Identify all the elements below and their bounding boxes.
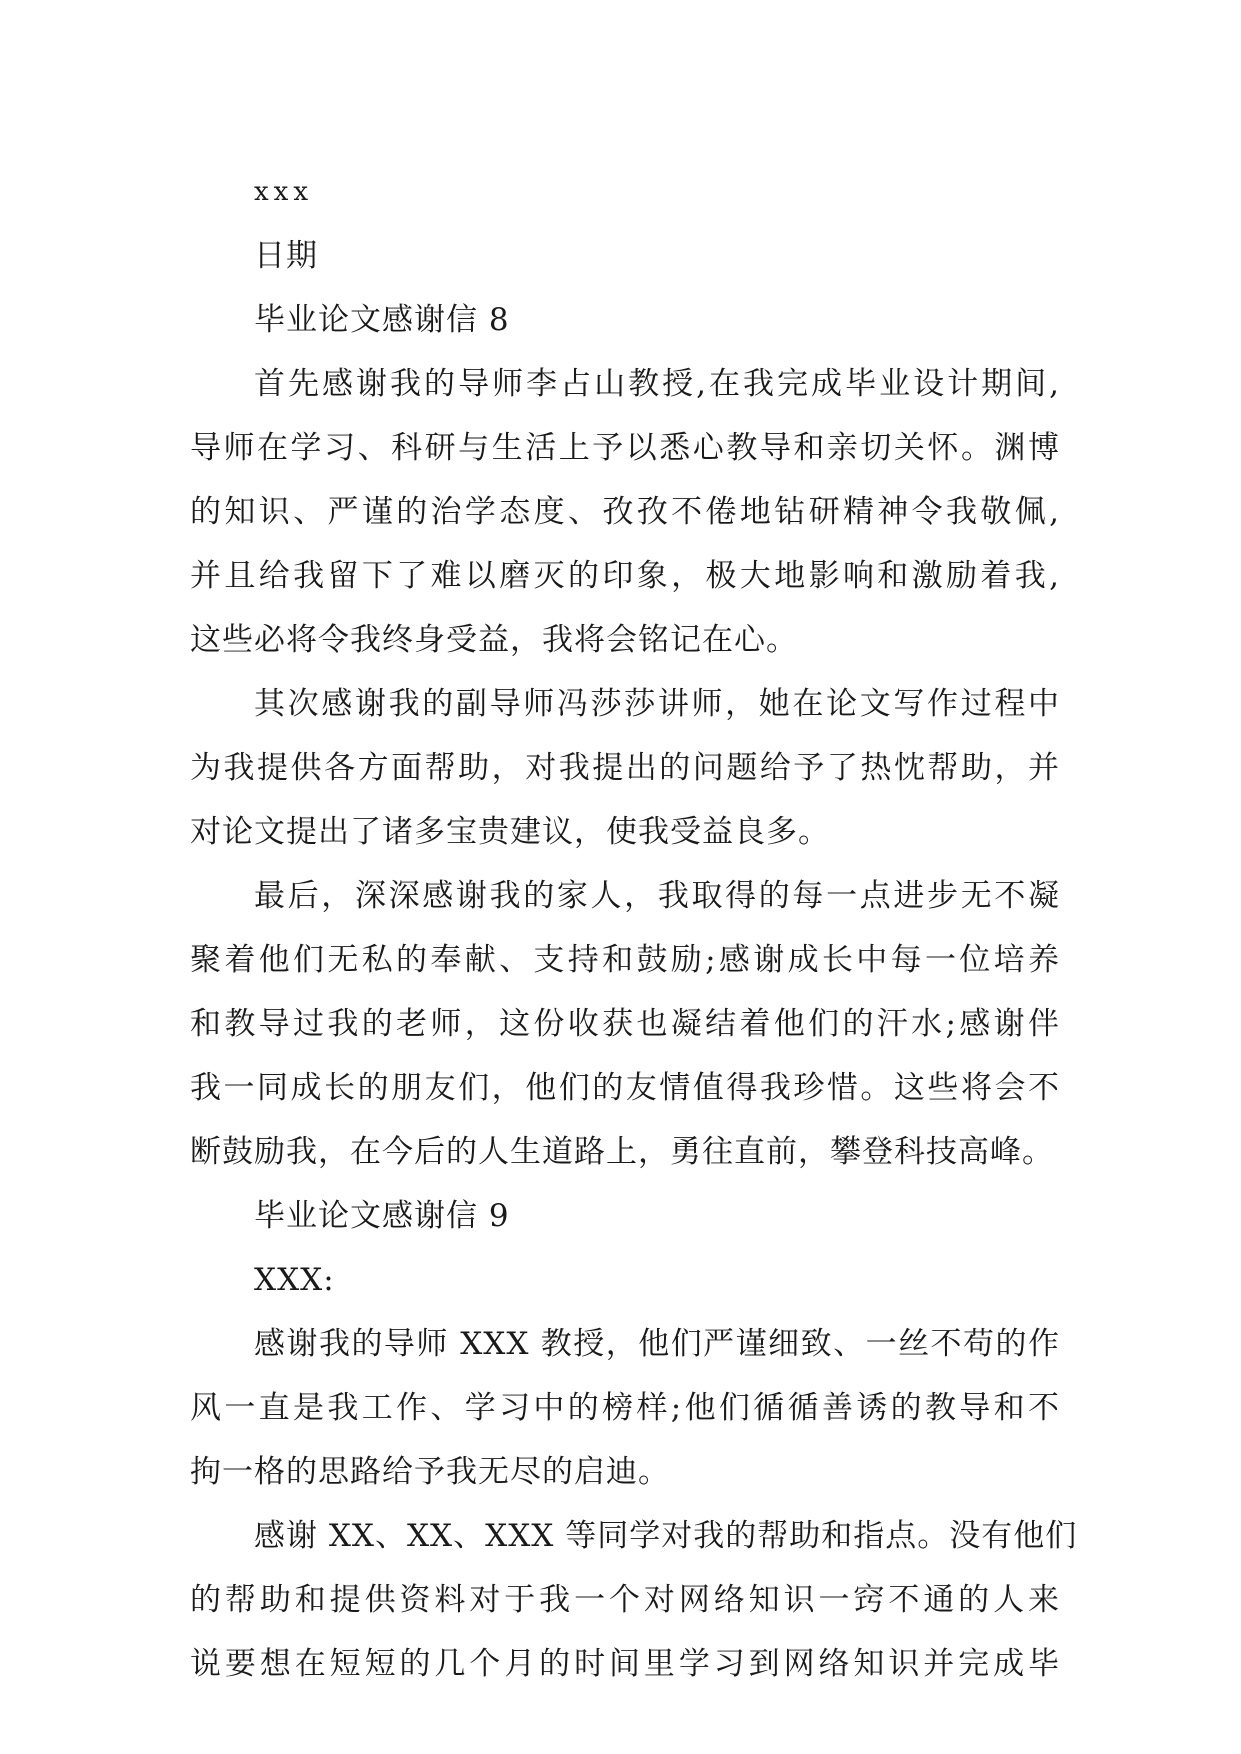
paragraph	[190, 864, 1060, 1184]
paragraph-line: 感谢我的导师 XXX 教授，他们严谨细致、一丝不苟的作	[254, 1326, 1060, 1362]
paragraph-line: 首先感谢我的导师李占山教授,在我完成毕业设计期间,	[254, 366, 1060, 402]
salutation: XXX:	[254, 1262, 335, 1298]
paragraph-line: 导师在学习、科研与生活上予以悉心教导和亲切关怀。渊博	[190, 430, 1060, 466]
paragraph-line: 对论文提出了诸多宝贵建议，使我受益良多。	[190, 814, 830, 850]
paragraph-line: 为我提供各方面帮助，对我提出的问题给予了热忱帮助，并	[190, 750, 1060, 786]
paragraph	[190, 1312, 1060, 1504]
paragraph-line: 说要想在短短的几个月的时间里学习到网络知识并完成毕	[190, 1646, 1060, 1682]
paragraph	[190, 1504, 1078, 1696]
paragraph-line: 的知识、严谨的治学态度、孜孜不倦地钻研精神令我敬佩,	[190, 494, 1060, 530]
paragraph-line: 我一同成长的朋友们，他们的友情值得我珍惜。这些将会不	[190, 1070, 1060, 1106]
paragraph-line: 和教导过我的老师，这份收获也凝结着他们的汗水;感谢伴	[190, 1006, 1060, 1042]
paragraph-line: 的帮助和提供资料对于我一个对网络知识一窍不通的人来	[190, 1582, 1060, 1618]
paragraph-line: 聚着他们无私的奉献、支持和鼓励;感谢成长中每一位培养	[190, 942, 1060, 978]
document-body	[190, 160, 1078, 1696]
paragraph	[190, 352, 1060, 672]
paragraph-line: 感谢 XX、XX、XXX 等同学对我的帮助和指点。没有他们	[254, 1518, 1078, 1554]
signature-name: xxx	[254, 177, 313, 207]
section-heading: 毕业论文感谢信 8	[254, 302, 510, 338]
paragraph-line: 风一直是我工作、学习中的榜样;他们循循善诱的教导和不	[190, 1390, 1060, 1426]
date-label: 日期	[254, 238, 318, 274]
paragraph-line: 最后，深深感谢我的家人，我取得的每一点进步无不凝	[254, 878, 1060, 914]
section-heading: 毕业论文感谢信 9	[254, 1198, 510, 1234]
paragraph-line: 并且给我留下了难以磨灭的印象，极大地影响和激励着我,	[190, 558, 1060, 594]
paragraph-line: 断鼓励我，在今后的人生道路上，勇往直前，攀登科技高峰。	[190, 1134, 1054, 1170]
paragraph-line: 拘一格的思路给予我无尽的启迪。	[190, 1454, 670, 1490]
paragraph-line: 其次感谢我的副导师冯莎莎讲师，她在论文写作过程中	[254, 686, 1060, 722]
paragraph-line: 这些必将令我终身受益，我将会铭记在心。	[190, 622, 798, 658]
paragraph	[190, 672, 1060, 864]
